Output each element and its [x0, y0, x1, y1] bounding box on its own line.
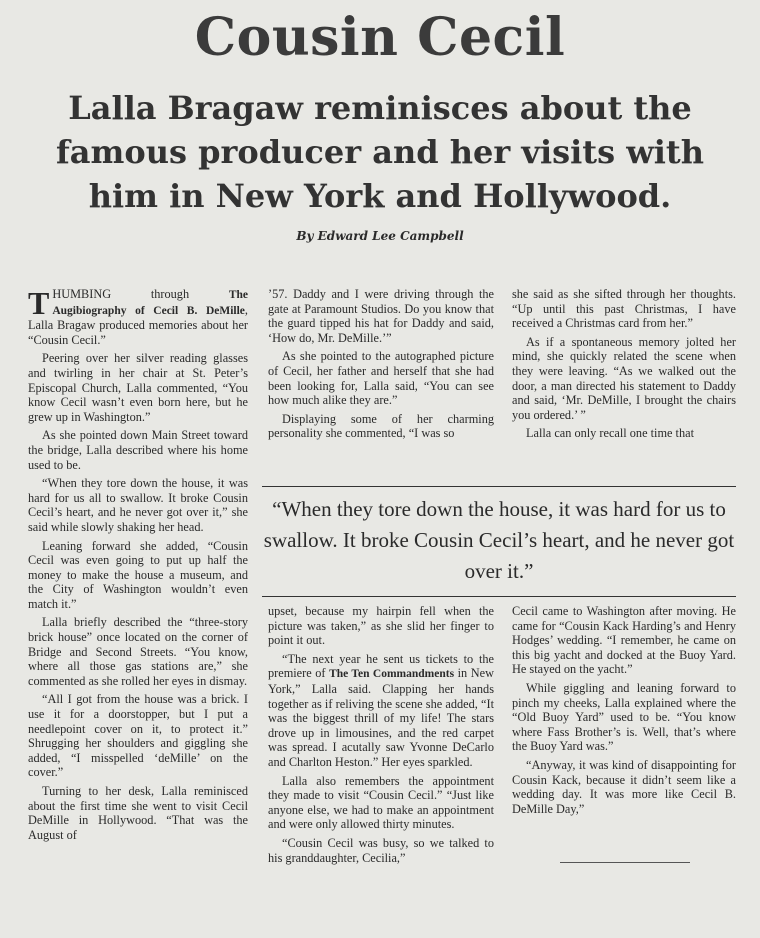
paragraph: As she pointed down Main Street toward the bridge, Lalla described where his home used to be.: [28, 428, 248, 472]
paragraph: [28, 287, 248, 347]
column-2-top: [268, 287, 494, 445]
paragraph: Turning to her desk, Lalla reminisced about the first time she went to visit Cecil DeMille in Hollywood. “That was the August of: [28, 784, 248, 842]
column-3-top: [512, 287, 736, 445]
paragraph: upset, because my hairpin fell when the picture was taken,” as she slid her finger to point it out.: [268, 604, 494, 648]
article-subtitle: Lalla Bragaw reminisces about the famous producer and her visits with him in New York and Hollywood.: [56, 89, 704, 215]
paragraph: While giggling and leaning forward to pinch my cheeks, Lalla explained where the “Old Buoy Yard” used to be. “You know where Fass Brother’s is. Well, that’s where the Buoy Yard was.”: [512, 680, 736, 754]
end-rule: [560, 862, 690, 863]
text-run: , Lalla Bragaw produced memories about her “Cousin Cecil.”: [28, 302, 248, 347]
byline: By Edward Lee Campbell: [296, 229, 464, 243]
paragraph: “When they tore down the house, it was hard for us all to swallow. It broke Cousin Cecil’s heart, and he never got over it,” she said while slowly shaking her head.: [28, 476, 248, 534]
paragraph: Leaning forward she added, “Cousin Cecil was even going to put up half the money to make the house a museum, and the City of Washington wouldn’t even match it.”: [28, 538, 248, 611]
paragraph: ’57. Daddy and I were driving through the gate at Paramount Studios. Do you know that the guard tipped his hat for Daddy and said, ‘How do, Mr. DeMille.’”: [268, 287, 494, 345]
paragraph: As she pointed to the autographed picture of Cecil, her father and herself that she had been looking for, Lalla said, “You can see how much alike they are.”: [268, 349, 494, 408]
paragraph: Lalla briefly described the “three-story brick house” once located on the corner of Bridge and Second Streets. “You know, where all those gas stations are,” she commented as she rolled her eyes in dismay.: [28, 615, 248, 688]
paragraph: Cecil came to Washington after moving. He came for “Cousin Kack Harding’s and Henry Hodges’ wedding. “I remember, he came on this big yacht and docked at the Buoy Yard. He stayed on the yacht.”: [512, 604, 736, 677]
column-1: [28, 287, 248, 846]
column-3-bottom: [512, 604, 736, 820]
pullquote: “When they tore down the house, it was hard for us to swallow. It broke Cousin Cecil’s heart, and he never got over it.”: [263, 497, 735, 583]
article-title: Cousin Cecil: [194, 7, 566, 68]
text-run: HUMBING through: [52, 287, 229, 301]
text-run: “The next year he sent us tickets to the premiere of: [268, 651, 494, 681]
paragraph: [268, 652, 494, 770]
paragraph: Lalla can only recall one time that: [526, 426, 694, 441]
book-title: The Augibiography of Cecil B. DeMille: [52, 289, 248, 317]
pullquote-rule-top: [262, 486, 736, 487]
paragraph: “Cousin Cecil was busy, so we talked to his granddaughter, Cecilia,”: [268, 835, 494, 865]
paragraph: Lalla also remembers the appointment they made to visit “Cousin Cecil.” “Just like anyone else, we had to make an appointment and were only allowed thirty minutes.: [268, 773, 494, 832]
drop-cap: T: [28, 285, 50, 321]
column-2-bottom: [268, 604, 494, 869]
paragraph: “All I got from the house was a brick. I use it for a doorstopper, but I put a needlepoint cover on it, to protect it.” Shrugging her shoulders and giggling she added, “I misspelled ‘deMille’ on the cover.”: [28, 692, 248, 780]
text-run: in New York,” Lalla said. Clapping her hands together as if reliving the scene she added, “It was the biggest thrill of my life! The stars drove up in limousines, and the red carpet was spread. I acutally saw Yvonne DeCarlo and Charlton Heston.” Her eyes sparkled.: [268, 666, 494, 769]
paragraph: Displaying some of her charming personality she commented, “I was so: [268, 411, 494, 441]
pullquote-rule-bottom: [262, 596, 736, 597]
paragraph: “Anyway, it was kind of disappointing for Cousin Kack, because it didn’t seem like a wedding day. It was more like Cecil B. DeMille Day,”: [512, 757, 736, 816]
paragraph: she said as she sifted through her thoughts. “Up until this past Christmas, I have received a Christmas card from her.”: [512, 287, 736, 331]
paragraph: As if a spontaneous memory jolted her mind, she quickly related the scene when they were leaving. “As we walked out the door, a man directed his statement to Daddy and said, ‘Mr. DeMille, I brought the chairs you ordered.’ ”: [512, 334, 736, 422]
film-title: The Ten Commandments: [329, 668, 455, 681]
paragraph: Peering over her silver reading glasses and twirling in her chair at St. Peter’s Episcopal Church, Lalla commented, “You know Cecil wasn’t even born here, but he grew up in Washington.”: [28, 351, 248, 424]
